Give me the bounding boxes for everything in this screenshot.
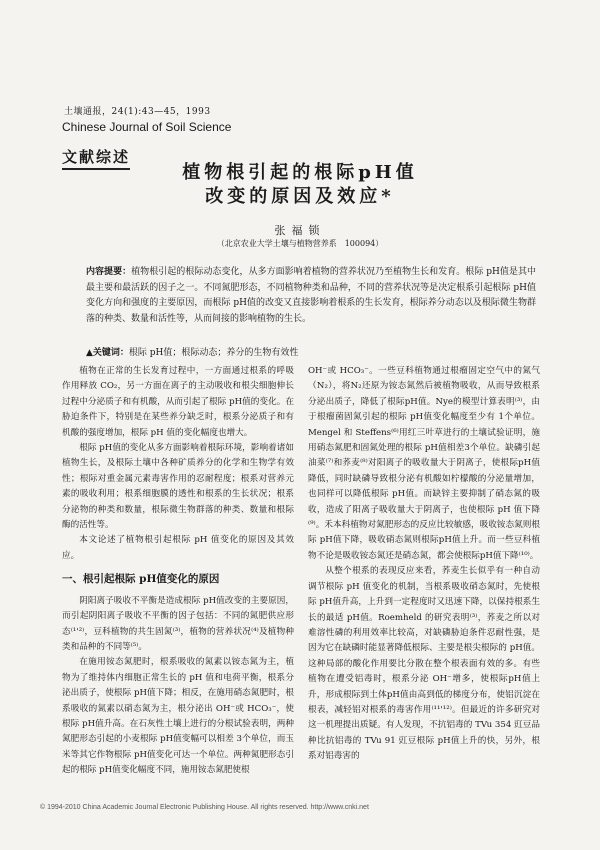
author-name: 张福锁 xyxy=(274,224,326,237)
paragraph: 在施用铵态氮肥时，根系吸收的氮素以铵态氮为主，植物为了维持体内细胞正常生长的 pH 值和电荷平衡，根系分泌出质子，使根际 pH值下降；相反，在施用硝态氮肥时，根系吸收的氮素以硝态氮为主，根分泌出 OH⁻或 HCO₃⁻，使根际 pH值升高。在石灰性土壤上进行的分根试验表明，两种氮肥形态引起的小麦根际 pH值变幅可以相差 3个单位，而玉米等其它作物根际 pH值变化可达一个单位。两种氮肥形态引起的根际 pH值变化幅度不同，施用铵态氮肥使根 xyxy=(62,657,294,776)
article-title-line1: 植物根引起的根际pH值 xyxy=(182,162,418,183)
section-heading: 一、根引起根际 pH值变化的原因 xyxy=(62,573,220,586)
article-title-line2: 改变的原因及效应* xyxy=(205,186,395,207)
right-column xyxy=(308,364,540,765)
paragraph: 根际 pH值的变化从多方面影响着根际环境，影响着诸如植物生长，及根际土壤中各种矿质养分的化学和生物学有效性；根际对重金属元素毒害作用的忍耐程度；根系对营养元素的吸收利用；根系细胞膜的透性和根系的生长状况；根系分泌物的种类和数量，根际微生物群落的种类、数量和根际酶的活性等。 xyxy=(62,443,294,531)
author-affiliation: （北京农业大学土壤与植物营养系 100094） xyxy=(216,239,384,248)
abstract-label: 内容提要： xyxy=(86,267,132,277)
abstract-text: 植物根引起的根际动态变化，从多方面影响着植物的营养状况乃至植物生长和发育。根际 pH值是其中最主要和最活跃的因子之一。不同氮肥形态，不同植物种类和品种，不同的营养状况等是决定根系引起根际 pH值变化方向和强度的主要原因，而根际 pH值的改变又直接影响着根系的生长发育，根际养分动态以及根际微生物群落的种类、数量和活性等，从而间接的影响植物的生长。 xyxy=(86,267,536,324)
copyright-footer: © 1994-2010 China Academic Journal Electronic Publishing House. All rights reserved. http://www.cnki.net xyxy=(40,804,369,811)
keywords-text: 根际 pH值；根际动态；养分的生物有效性 xyxy=(128,348,299,358)
paragraph: OH⁻或 HCO₃⁻。一些豆科植物通过根瘤固定空气中的氮气（N₂），将N₂还原为铵态氮然后被植物吸收，从而导致根系分泌出质子，降低了根际pH值。Nye的模型计算表明⁽³⁾，由于根瘤菌固氮引起的根际 pH值变化幅度至少有 1个单位。Mengel 和 Steffens⁽⁶⁾用红三叶草进行的土壤试验证明，施用硝态氮肥和固氮处理的根际 pH值相差3个单位。缺磷引起油菜⁽⁷⁾和荞麦⁽⁸⁾对阳离子的吸收量大于阴离子，使根际pH值降低，同时缺磷导致根分泌有机酸如柠檬酸的分泌量增加，也同样可以降低根际 pH值。而缺锌主要抑制了硝态氮的吸收，造成了阳离子吸收量大于阴离子，也使根际 pH 值下降⁽⁹⁾。禾本科植物对氮肥形态的反应比较敏感，吸收铵态氮则根际 pH值下降，吸收硝态氮则根际pH值上升。而一些豆科植物不论是吸收铵态氮还是硝态氮，都会使根际pH值下降⁽¹⁰⁾。 xyxy=(308,366,540,561)
journal-english-name: Chinese Journal of Soil Science xyxy=(62,120,232,134)
journal-citation: 土壤通报，24(1):43—45，1993 xyxy=(64,107,211,117)
left-column xyxy=(62,364,294,779)
section-label: 文献综述 xyxy=(62,146,130,170)
abstract xyxy=(86,265,536,327)
paragraph: 阴阳离子吸收不平衡是造成根际 pH值改变的主要原因，而引起阴阳离子吸收不平衡的因子包括：不同的氮肥供应形态⁽¹'²⁾，豆科植物的共生固氮⁽³⁾，植物的营养状况⁽⁴⁾及植物种类和品种的不同等⁽⁵⁾。 xyxy=(62,595,294,652)
paragraph: 本文论述了植物根引起根际 pH 值变化的原因及其效应。 xyxy=(62,535,294,561)
paragraph: 植物在正常的生长发育过程中，一方面通过根系的呼吸作用释放 CO₂，另一方面在离子的主动吸收和根尖细胞伸长过程中分泌质子和有机酸，从而引起了根际 pH值的变化。在胁迫条件下，特别是在某些养分缺乏时，根系分泌质子和有机酸的强度增加，根际 pH 值的变化幅度也增大。 xyxy=(62,366,294,438)
keywords xyxy=(86,345,536,358)
paragraph: 从整个根系的表现反应来看，荞麦生长似乎有一种自动调节根际 pH 值变化的机制，当根系吸收硝态氮时，先使根际 pH值升高，上升到一定程度时又迅速下降，以保持根系生长的最适 pH值。Roemheld 的研究表明⁽³⁾，荞麦之所以对难溶性磷的利用效率比较高，对缺磷胁迫条件忍耐性强，是因为它在缺磷时能显著降低根际、主要是根尖根际的 pH值。这种局部的酸化作用要比分散在整个根表面有效的多。有些植物在遭受铝毒时，根系分泌 OH⁻增多，使根际pH值上升，形成根际到土体pH值由高到低的梯度分布，使铝沉淀在根表，减轻铝对根系的毒害作用⁽¹¹'¹²⁾。但最近的许多研究对这一机理提出质疑。有人发现，不抗铝毒的 TVu 354 豇豆品种比抗铝毒的 TVu 91 豇豆根际 pH值上升的快，另外，根系对铝毒害的 xyxy=(308,566,540,762)
keywords-label: ▲关键词： xyxy=(86,348,129,358)
